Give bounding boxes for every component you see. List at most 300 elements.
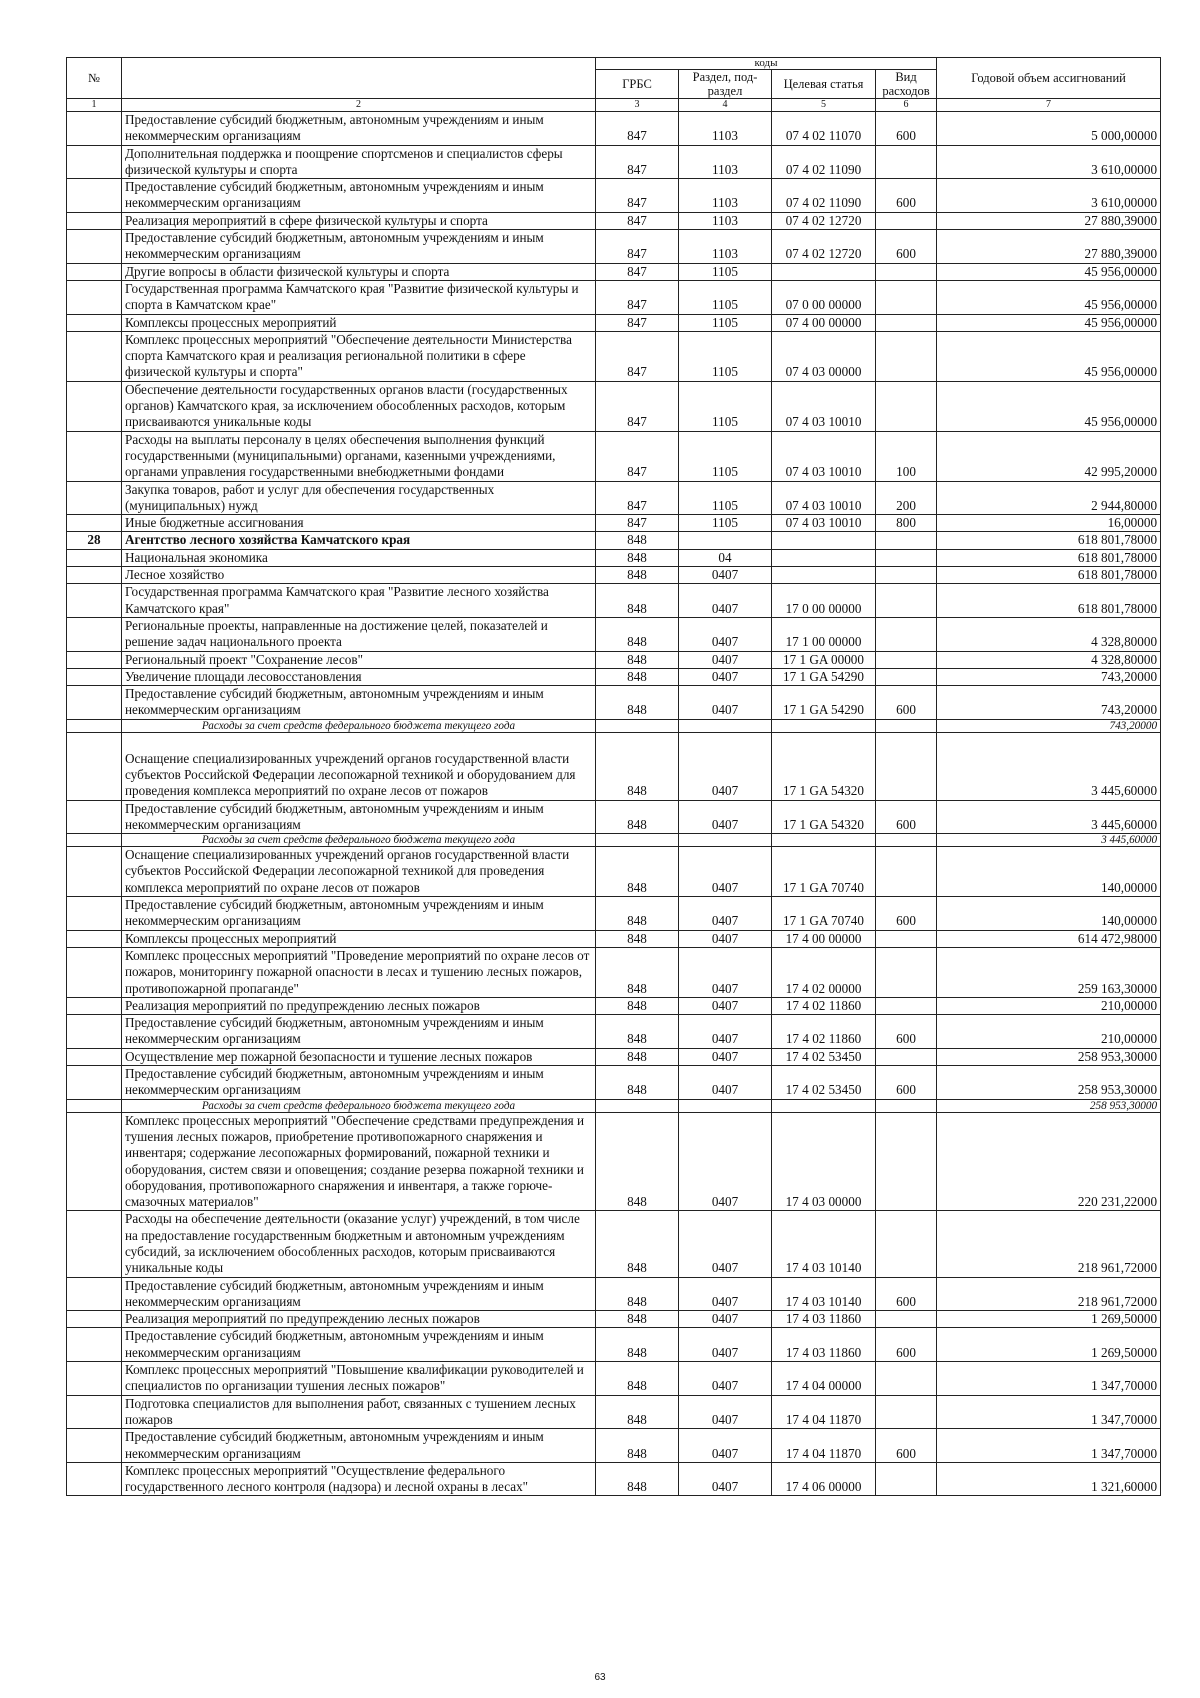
row-target: 17 1 GA 54320 bbox=[772, 732, 876, 800]
header-row-top bbox=[67, 58, 1161, 70]
row-grbs bbox=[596, 1099, 679, 1112]
row-name: Осуществление мер пожарной безопасности и тушение лесных пожаров bbox=[122, 1048, 596, 1065]
row-grbs: 848 bbox=[596, 1066, 679, 1100]
row-target: 17 4 00 00000 bbox=[772, 930, 876, 947]
row-section: 1105 bbox=[679, 331, 772, 381]
row-name: Предоставление субсидий бюджетным, автономным учреждениям и иным некоммерческим организациям bbox=[122, 112, 596, 146]
row-section: 0407 bbox=[679, 732, 772, 800]
row-name: Комплекс процессных мероприятий "Обеспечение деятельности Министерства спорта Камчатского края и реализация региональной политики в сфере физической культуры и спорта" bbox=[122, 331, 596, 381]
table-row bbox=[67, 617, 1161, 651]
row-section: 0407 bbox=[679, 930, 772, 947]
row-amount: 218 961,72000 bbox=[937, 1211, 1161, 1277]
row-grbs: 847 bbox=[596, 431, 679, 481]
row-target: 17 4 03 10140 bbox=[772, 1277, 876, 1311]
row-target: 17 0 00 00000 bbox=[772, 584, 876, 618]
row-type: 600 bbox=[876, 1429, 937, 1463]
row-number bbox=[67, 584, 122, 618]
row-section: 0407 bbox=[679, 651, 772, 668]
table-row bbox=[67, 719, 1161, 732]
row-target: 17 4 02 53450 bbox=[772, 1048, 876, 1065]
col-num-2: 2 bbox=[122, 99, 596, 112]
row-number bbox=[67, 834, 122, 847]
row-type bbox=[876, 947, 937, 997]
table-row bbox=[67, 230, 1161, 264]
row-name: Оснащение специализированных учреждений органов государственной власти субъектов Российской Федерации лесопожарной техникой для проведения комплекса мероприятий по охране лесов от пожаров bbox=[122, 847, 596, 897]
row-target: 07 4 02 12720 bbox=[772, 230, 876, 264]
row-number bbox=[67, 997, 122, 1014]
row-number bbox=[67, 719, 122, 732]
row-section: 0407 bbox=[679, 567, 772, 584]
row-number bbox=[67, 549, 122, 566]
row-name: Комплексы процессных мероприятий bbox=[122, 314, 596, 331]
row-grbs: 848 bbox=[596, 1328, 679, 1362]
row-grbs: 848 bbox=[596, 1395, 679, 1429]
row-type: 600 bbox=[876, 1015, 937, 1049]
row-target bbox=[772, 1099, 876, 1112]
row-amount: 220 231,22000 bbox=[937, 1112, 1161, 1211]
row-type bbox=[876, 847, 937, 897]
row-number bbox=[67, 431, 122, 481]
row-type bbox=[876, 1362, 937, 1396]
row-amount: 618 801,78000 bbox=[937, 549, 1161, 566]
row-section: 1105 bbox=[679, 431, 772, 481]
row-target bbox=[772, 532, 876, 549]
row-name: Предоставление субсидий бюджетным, автономным учреждениям и иным некоммерческим организациям bbox=[122, 1429, 596, 1463]
row-target: 17 4 04 00000 bbox=[772, 1362, 876, 1396]
row-section: 0407 bbox=[679, 1395, 772, 1429]
row-grbs: 847 bbox=[596, 145, 679, 179]
row-grbs: 848 bbox=[596, 732, 679, 800]
row-section: 0407 bbox=[679, 1429, 772, 1463]
row-target: 07 4 02 11070 bbox=[772, 112, 876, 146]
row-section: 0407 bbox=[679, 617, 772, 651]
row-type: 600 bbox=[876, 179, 937, 213]
row-section: 1103 bbox=[679, 230, 772, 264]
row-target: 07 4 03 10010 bbox=[772, 515, 876, 532]
row-number bbox=[67, 1311, 122, 1328]
row-type: 600 bbox=[876, 800, 937, 834]
row-amount: 45 956,00000 bbox=[937, 331, 1161, 381]
row-target: 07 4 00 00000 bbox=[772, 314, 876, 331]
row-name: Расходы за счет средств федерального бюджета текущего года bbox=[122, 1099, 596, 1112]
row-name: Региональные проекты, направленные на достижение целей, показателей и решение задач национального проекта bbox=[122, 617, 596, 651]
row-amount: 3 445,60000 bbox=[937, 732, 1161, 800]
row-section: 0407 bbox=[679, 1066, 772, 1100]
row-target: 07 0 00 00000 bbox=[772, 280, 876, 314]
row-name: Предоставление субсидий бюджетным, автономным учреждениям и иным некоммерческим организациям bbox=[122, 686, 596, 720]
table-row bbox=[67, 212, 1161, 229]
row-target: 17 1 GA 00000 bbox=[772, 651, 876, 668]
row-name: Лесное хозяйство bbox=[122, 567, 596, 584]
row-type bbox=[876, 1311, 937, 1328]
row-number bbox=[67, 732, 122, 800]
row-target: 17 1 00 00000 bbox=[772, 617, 876, 651]
row-grbs: 848 bbox=[596, 549, 679, 566]
row-target: 07 4 02 11090 bbox=[772, 145, 876, 179]
row-amount: 45 956,00000 bbox=[937, 263, 1161, 280]
row-target bbox=[772, 263, 876, 280]
table-row bbox=[67, 567, 1161, 584]
table-row bbox=[67, 280, 1161, 314]
row-type bbox=[876, 617, 937, 651]
row-name: Расходы за счет средств федерального бюджета текущего года bbox=[122, 719, 596, 732]
row-target: 17 4 03 11860 bbox=[772, 1311, 876, 1328]
row-number bbox=[67, 930, 122, 947]
row-grbs: 848 bbox=[596, 997, 679, 1014]
row-number bbox=[67, 212, 122, 229]
row-amount: 618 801,78000 bbox=[937, 584, 1161, 618]
row-grbs: 848 bbox=[596, 1048, 679, 1065]
table-row bbox=[67, 930, 1161, 947]
row-type bbox=[876, 212, 937, 229]
table-row bbox=[67, 431, 1161, 481]
row-target: 17 1 GA 70740 bbox=[772, 847, 876, 897]
row-grbs: 847 bbox=[596, 515, 679, 532]
row-number bbox=[67, 1099, 122, 1112]
row-type bbox=[876, 668, 937, 685]
row-section: 0407 bbox=[679, 1277, 772, 1311]
row-name: Предоставление субсидий бюджетным, автономным учреждениям и иным некоммерческим организациям bbox=[122, 1066, 596, 1100]
row-section: 1105 bbox=[679, 263, 772, 280]
row-target: 07 4 03 00000 bbox=[772, 331, 876, 381]
row-type bbox=[876, 1099, 937, 1112]
row-grbs: 848 bbox=[596, 847, 679, 897]
row-section bbox=[679, 1099, 772, 1112]
row-section bbox=[679, 532, 772, 549]
row-section: 0407 bbox=[679, 1311, 772, 1328]
row-number bbox=[67, 263, 122, 280]
row-amount: 258 953,30000 bbox=[937, 1066, 1161, 1100]
row-grbs: 848 bbox=[596, 947, 679, 997]
row-section: 0407 bbox=[679, 1015, 772, 1049]
row-amount: 3 445,60000 bbox=[937, 800, 1161, 834]
row-type bbox=[876, 834, 937, 847]
row-number bbox=[67, 686, 122, 720]
table-row bbox=[67, 263, 1161, 280]
row-name: Предоставление субсидий бюджетным, автономным учреждениям и иным некоммерческим организациям bbox=[122, 1015, 596, 1049]
col-num-3: 3 bbox=[596, 99, 679, 112]
row-target: 17 4 06 00000 bbox=[772, 1462, 876, 1496]
row-name: Государственная программа Камчатского края "Развитие физической культуры и спорта в Камчатском крае" bbox=[122, 280, 596, 314]
row-name: Дополнительная поддержка и поощрение спортсменов и специалистов сферы физической культуры и спорта bbox=[122, 145, 596, 179]
row-grbs: 848 bbox=[596, 1462, 679, 1496]
row-type bbox=[876, 331, 937, 381]
row-type bbox=[876, 549, 937, 566]
row-number bbox=[67, 897, 122, 931]
row-amount: 1 347,70000 bbox=[937, 1362, 1161, 1396]
row-grbs: 848 bbox=[596, 1277, 679, 1311]
row-number bbox=[67, 1429, 122, 1463]
row-grbs: 848 bbox=[596, 1311, 679, 1328]
row-amount: 45 956,00000 bbox=[937, 381, 1161, 431]
row-section: 0407 bbox=[679, 1462, 772, 1496]
row-target: 17 4 02 11860 bbox=[772, 997, 876, 1014]
row-section: 1103 bbox=[679, 212, 772, 229]
row-type bbox=[876, 651, 937, 668]
row-number bbox=[67, 230, 122, 264]
row-grbs: 848 bbox=[596, 1429, 679, 1463]
row-number bbox=[67, 381, 122, 431]
row-grbs: 847 bbox=[596, 481, 679, 515]
row-number bbox=[67, 1048, 122, 1065]
table-row bbox=[67, 179, 1161, 213]
row-number bbox=[67, 179, 122, 213]
row-section: 0407 bbox=[679, 997, 772, 1014]
row-amount: 140,00000 bbox=[937, 897, 1161, 931]
row-name: Предоставление субсидий бюджетным, автономным учреждениям и иным некоммерческим организациям bbox=[122, 230, 596, 264]
row-target bbox=[772, 549, 876, 566]
col-num-5: 5 bbox=[772, 99, 876, 112]
row-type bbox=[876, 567, 937, 584]
row-target: 07 4 03 10010 bbox=[772, 381, 876, 431]
row-name: Оснащение специализированных учреждений органов государственной власти субъектов Российской Федерации лесопожарной техникой и оборудованием для проведения комплекса мероприятий по охране лесов от пожаров bbox=[122, 732, 596, 800]
row-grbs: 848 bbox=[596, 651, 679, 668]
row-target: 07 4 02 11090 bbox=[772, 179, 876, 213]
table-row bbox=[67, 1362, 1161, 1396]
header-codes: коды bbox=[596, 58, 937, 70]
row-number bbox=[67, 1328, 122, 1362]
row-grbs: 848 bbox=[596, 617, 679, 651]
row-grbs: 848 bbox=[596, 584, 679, 618]
table-row bbox=[67, 800, 1161, 834]
row-target: 17 4 04 11870 bbox=[772, 1429, 876, 1463]
row-amount: 27 880,39000 bbox=[937, 230, 1161, 264]
table-row bbox=[67, 1328, 1161, 1362]
row-grbs: 848 bbox=[596, 1362, 679, 1396]
row-name: Предоставление субсидий бюджетным, автономным учреждениям и иным некоммерческим организациям bbox=[122, 800, 596, 834]
row-name: Расходы на обеспечение деятельности (оказание услуг) учреждений, в том числе на предоставление государственным бюджетным и автономным учреждениям субсидий, за исключением обособленных расходов, которым присваиваются уникальные коды bbox=[122, 1211, 596, 1277]
row-target: 17 4 03 00000 bbox=[772, 1112, 876, 1211]
row-amount: 210,00000 bbox=[937, 1015, 1161, 1049]
row-target: 17 4 03 11860 bbox=[772, 1328, 876, 1362]
table-row bbox=[67, 1048, 1161, 1065]
row-name: Национальная экономика bbox=[122, 549, 596, 566]
row-number bbox=[67, 331, 122, 381]
row-number bbox=[67, 145, 122, 179]
row-amount: 743,20000 bbox=[937, 668, 1161, 685]
row-amount: 4 328,80000 bbox=[937, 651, 1161, 668]
header-amount: Годовой объем ассигнований bbox=[937, 58, 1161, 99]
table-row bbox=[67, 686, 1161, 720]
row-amount: 743,20000 bbox=[937, 719, 1161, 732]
row-name: Предоставление субсидий бюджетным, автономным учреждениям и иным некоммерческим организациям bbox=[122, 897, 596, 931]
row-type bbox=[876, 145, 937, 179]
row-grbs: 847 bbox=[596, 381, 679, 431]
row-number bbox=[67, 1362, 122, 1396]
table-row bbox=[67, 481, 1161, 515]
row-grbs bbox=[596, 834, 679, 847]
row-target: 07 4 03 10010 bbox=[772, 431, 876, 481]
row-amount: 3 445,60000 bbox=[937, 834, 1161, 847]
row-grbs: 847 bbox=[596, 263, 679, 280]
row-name: Подготовка специалистов для выполнения работ, связанных с тушением лесных пожаров bbox=[122, 1395, 596, 1429]
row-number bbox=[67, 651, 122, 668]
header-name bbox=[122, 58, 596, 99]
row-type bbox=[876, 584, 937, 618]
row-amount: 27 880,39000 bbox=[937, 212, 1161, 229]
row-type: 600 bbox=[876, 1066, 937, 1100]
col-num-4: 4 bbox=[679, 99, 772, 112]
row-name: Расходы на выплаты персоналу в целях обеспечения выполнения функций государственными (муниципальными) органами, казенными учреждениями, органами управления государственными внебюджетными фондами bbox=[122, 431, 596, 481]
row-number bbox=[67, 617, 122, 651]
row-amount: 1 269,50000 bbox=[937, 1328, 1161, 1362]
row-amount: 259 163,30000 bbox=[937, 947, 1161, 997]
row-section bbox=[679, 834, 772, 847]
row-grbs: 848 bbox=[596, 532, 679, 549]
row-grbs: 847 bbox=[596, 314, 679, 331]
table-row bbox=[67, 145, 1161, 179]
row-target bbox=[772, 834, 876, 847]
row-type bbox=[876, 930, 937, 947]
row-target: 07 4 03 10010 bbox=[772, 481, 876, 515]
row-name: Комплекс процессных мероприятий "Осуществление федерального государственного лесного контроля (надзора) и лесной охраны в лесах" bbox=[122, 1462, 596, 1496]
row-section: 0407 bbox=[679, 1328, 772, 1362]
row-amount: 3 610,00000 bbox=[937, 145, 1161, 179]
row-section: 1103 bbox=[679, 112, 772, 146]
row-amount: 1 347,70000 bbox=[937, 1429, 1161, 1463]
table-row bbox=[67, 515, 1161, 532]
row-type bbox=[876, 532, 937, 549]
table-row bbox=[67, 1311, 1161, 1328]
row-target bbox=[772, 567, 876, 584]
row-grbs: 847 bbox=[596, 179, 679, 213]
row-type: 200 bbox=[876, 481, 937, 515]
row-amount: 614 472,98000 bbox=[937, 930, 1161, 947]
table-row bbox=[67, 314, 1161, 331]
header-column-numbers bbox=[67, 99, 1161, 112]
row-amount: 743,20000 bbox=[937, 686, 1161, 720]
row-grbs: 848 bbox=[596, 686, 679, 720]
row-name: Комплекс процессных мероприятий "Проведение мероприятий по охране лесов от пожаров, мониторингу пожарной опасности в лесах и тушению лесных пожаров, противопожарной пропаганде" bbox=[122, 947, 596, 997]
row-number bbox=[67, 1211, 122, 1277]
row-name: Комплексы процессных мероприятий bbox=[122, 930, 596, 947]
row-type: 600 bbox=[876, 112, 937, 146]
row-type bbox=[876, 381, 937, 431]
row-section: 0407 bbox=[679, 1048, 772, 1065]
row-amount: 45 956,00000 bbox=[937, 280, 1161, 314]
table-row bbox=[67, 549, 1161, 566]
row-type bbox=[876, 719, 937, 732]
table-row bbox=[67, 668, 1161, 685]
table-row bbox=[67, 834, 1161, 847]
row-target: 17 4 02 53450 bbox=[772, 1066, 876, 1100]
row-target: 07 4 02 12720 bbox=[772, 212, 876, 229]
row-target: 17 4 02 11860 bbox=[772, 1015, 876, 1049]
row-section: 1103 bbox=[679, 179, 772, 213]
row-type bbox=[876, 1395, 937, 1429]
table-row bbox=[67, 997, 1161, 1014]
row-section: 1105 bbox=[679, 381, 772, 431]
row-type bbox=[876, 280, 937, 314]
row-grbs: 847 bbox=[596, 331, 679, 381]
row-grbs: 848 bbox=[596, 1015, 679, 1049]
row-section: 0407 bbox=[679, 847, 772, 897]
row-number bbox=[67, 567, 122, 584]
row-number bbox=[67, 947, 122, 997]
table-row bbox=[67, 532, 1161, 549]
row-number bbox=[67, 112, 122, 146]
row-name: Закупка товаров, работ и услуг для обеспечения государственных (муниципальных) нужд bbox=[122, 481, 596, 515]
row-name: Обеспечение деятельности государственных органов власти (государственных органов) Камчатского края, за исключением обособленных расходов, которым присваиваются уникальные коды bbox=[122, 381, 596, 431]
row-type: 600 bbox=[876, 686, 937, 720]
row-grbs: 848 bbox=[596, 930, 679, 947]
table-row bbox=[67, 1277, 1161, 1311]
row-target: 17 1 GA 70740 bbox=[772, 897, 876, 931]
row-amount: 42 995,20000 bbox=[937, 431, 1161, 481]
row-amount: 5 000,00000 bbox=[937, 112, 1161, 146]
row-type bbox=[876, 1112, 937, 1211]
row-section: 1103 bbox=[679, 145, 772, 179]
row-section: 0407 bbox=[679, 1362, 772, 1396]
row-target: 17 4 03 10140 bbox=[772, 1211, 876, 1277]
table-row bbox=[67, 947, 1161, 997]
row-section: 1105 bbox=[679, 515, 772, 532]
row-type bbox=[876, 997, 937, 1014]
row-section bbox=[679, 719, 772, 732]
row-name: Расходы за счет средств федерального бюджета текущего года bbox=[122, 834, 596, 847]
row-name: Предоставление субсидий бюджетным, автономным учреждениям и иным некоммерческим организациям bbox=[122, 1277, 596, 1311]
row-section: 0407 bbox=[679, 800, 772, 834]
row-section: 0407 bbox=[679, 668, 772, 685]
col-num-1: 1 bbox=[67, 99, 122, 112]
table-row bbox=[67, 1429, 1161, 1463]
row-type bbox=[876, 732, 937, 800]
row-grbs: 848 bbox=[596, 1211, 679, 1277]
row-name: Реализация мероприятий по предупреждению лесных пожаров bbox=[122, 997, 596, 1014]
row-type bbox=[876, 1048, 937, 1065]
row-type: 600 bbox=[876, 1277, 937, 1311]
row-number bbox=[67, 668, 122, 685]
table-row bbox=[67, 1112, 1161, 1211]
row-name: Реализация мероприятий в сфере физической культуры и спорта bbox=[122, 212, 596, 229]
row-name: Предоставление субсидий бюджетным, автономным учреждениям и иным некоммерческим организациям bbox=[122, 1328, 596, 1362]
row-amount: 618 801,78000 bbox=[937, 532, 1161, 549]
table-row bbox=[67, 112, 1161, 146]
row-number bbox=[67, 1462, 122, 1496]
table-row bbox=[67, 381, 1161, 431]
row-number bbox=[67, 1066, 122, 1100]
row-name: Агентство лесного хозяйства Камчатского края bbox=[122, 532, 596, 549]
row-target: 17 4 02 00000 bbox=[772, 947, 876, 997]
row-target bbox=[772, 719, 876, 732]
row-type: 600 bbox=[876, 230, 937, 264]
table-row bbox=[67, 584, 1161, 618]
row-name: Комплекс процессных мероприятий "Обеспечение средствами предупреждения и тушения лесных пожаров, приобретение противопожарного снаряжения и инвентаря; содержание лесопожарных формирований, пожарной техники и оборудования, систем связи и оповещения; создание резерва пожарной техники и оборудования, противопожарного снаряжения и инвентаря, а также горюче-смазочных материалов" bbox=[122, 1112, 596, 1211]
row-section: 0407 bbox=[679, 1112, 772, 1211]
header-section: Раздел, под-раздел bbox=[679, 70, 772, 99]
row-section: 0407 bbox=[679, 947, 772, 997]
row-number bbox=[67, 1277, 122, 1311]
table-row bbox=[67, 847, 1161, 897]
row-amount: 258 953,30000 bbox=[937, 1048, 1161, 1065]
row-number bbox=[67, 280, 122, 314]
row-type: 600 bbox=[876, 897, 937, 931]
row-section: 0407 bbox=[679, 584, 772, 618]
row-section: 0407 bbox=[679, 686, 772, 720]
row-grbs: 848 bbox=[596, 567, 679, 584]
table-row bbox=[67, 1015, 1161, 1049]
row-number bbox=[67, 314, 122, 331]
row-name: Комплекс процессных мероприятий "Повышение квалификации руководителей и специалистов по организации тушения лесных пожаров" bbox=[122, 1362, 596, 1396]
row-number bbox=[67, 515, 122, 532]
row-section: 1105 bbox=[679, 481, 772, 515]
row-amount: 140,00000 bbox=[937, 847, 1161, 897]
row-name: Предоставление субсидий бюджетным, автономным учреждениям и иным некоммерческим организациям bbox=[122, 179, 596, 213]
row-amount: 1 347,70000 bbox=[937, 1395, 1161, 1429]
row-amount: 210,00000 bbox=[937, 997, 1161, 1014]
row-grbs bbox=[596, 719, 679, 732]
table-row bbox=[67, 1462, 1161, 1496]
